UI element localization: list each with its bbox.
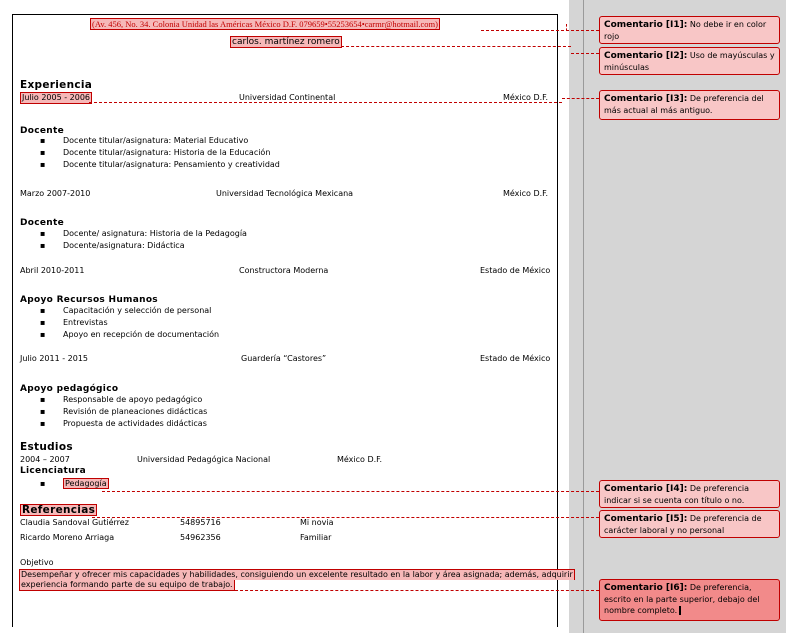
comment-i1[interactable] [599,16,780,44]
list-item: ▪ Docente titular/asignatura: Pensamiento y creatividad [20,159,280,171]
job-1-org: Universidad Continental [239,93,336,102]
list-item: ▪ Responsable de apoyo pedagógico [20,394,207,406]
list-item: ▪ Docente titular/asignatura: Historia de la Educación [20,147,280,159]
comment-i4-label: Comentario [I4]: [604,484,688,494]
list-item: ▪ Apoyo en recepción de documentación [20,329,219,341]
list-item: ▪ Entrevistas [20,317,219,329]
job-2-role: Docente [20,218,65,228]
document-page [12,14,573,627]
job-1-role: Docente [20,126,65,136]
job-1-dates[interactable]: Julio 2005 - 2006 [22,93,91,102]
comment-leader-5 [92,517,599,518]
job-1-task-list [20,135,280,171]
comment-i4[interactable] [599,480,780,508]
studies-list [20,478,109,490]
contact-line[interactable]: (Av. 456, No. 34. Colonia Unidad las Américas México D.F. 079659•55253654•carmr@hotmail.com) [92,19,438,29]
references-heading[interactable]: Referencias [22,504,96,516]
job-4-task-list [20,394,207,430]
degree-highlight[interactable]: Pedagogía [65,479,107,488]
ref-2-name: Ricardo Moreno Arriaga [20,533,115,542]
comment-i3-label: Comentario [I3]: [604,94,688,104]
comment-i6-text: De preferencia, escrito en la parte superior, debajo del nombre completo. [604,583,760,615]
job-2-dates: Marzo 2007-2010 [20,189,91,198]
comment-leader-3 [89,102,562,103]
job-2-location: México D.F. [503,189,549,198]
ref-1-relation: Mi novia [300,518,334,527]
comment-i1-label: Comentario [I1]: [604,20,688,30]
job-3-role: Apoyo Recursos Humanos [20,295,158,305]
objective-line-2[interactable]: experiencia formando parte de su equipo de trabajo. [21,580,233,589]
studies-location: México D.F. [337,455,383,464]
job-4-role: Apoyo pedagógico [20,384,119,394]
ref-1-name: Claudia Sandoval Gutiérrez [20,518,129,527]
job-4-org: Guardería “Castores” [241,354,327,363]
text-cursor [679,606,681,615]
ref-2-relation: Familiar [300,533,332,542]
list-item: ▪ Revisión de planeaciones didácticas [20,406,207,418]
comment-i5[interactable] [599,510,780,538]
comment-i2-text: Uso de mayúsculas y minúsculas [604,51,775,72]
job-3-org: Constructora Moderna [239,266,329,275]
list-item: ▪ Docente titular/asignatura: Material Educativo [20,135,280,147]
comment-i5-label: Comentario [I5]: [604,514,688,524]
comment-i2[interactable] [599,47,780,75]
comment-leader-6 [230,590,599,591]
studies-degree: Licenciatura [20,466,86,476]
job-3-location: Estado de México [480,266,551,275]
objective-heading: Objetivo [20,558,54,567]
job-1-location: México D.F. [503,93,549,102]
job-4-location: Estado de México [480,354,551,363]
studies-dates: 2004 – 2007 [20,455,70,464]
ref-2-phone: 54962356 [180,533,221,542]
comment-i1-text: No debe ir en color rojo [604,20,767,41]
job-3-dates: Abril 2010-2011 [20,266,85,275]
list-item: ▪ Docente/ asignatura: Historia de la Pedagogía [20,228,247,240]
comment-i3[interactable] [599,90,780,120]
objective-line-1[interactable]: Desempeñar y ofrecer mis capacidades y habilidades, consiguiendo un excelente resultado en la labor y área asignada; además, adquirir [21,570,573,579]
comment-i3-text: De preferencia del más actual al más antiguo. [604,94,764,115]
job-4-dates: Julio 2011 - 2015 [20,354,89,363]
ref-1-phone: 54895716 [180,518,221,527]
comment-i5-text: De preferencia de carácter laboral y no personal [604,514,762,535]
studies-heading: Estudios [20,441,73,453]
job-3-task-list [20,305,219,341]
list-item: ▪ Propuesta de actividades didácticas [20,418,207,430]
comment-leader-1 [481,30,599,31]
comment-i6-label: Comentario [I6]: [604,583,688,593]
list-item: ▪ Docente/asignatura: Didáctica [20,240,247,252]
experience-heading: Experiencia [20,79,93,91]
comment-leader-2 [341,46,571,47]
comment-i4-text: De preferencia indicar si se cuenta con título o no. [604,484,749,505]
comment-leader-2b [571,53,599,54]
list-item[interactable] [20,478,109,490]
comment-leader-4 [102,491,599,492]
list-item: ▪ Capacitación y selección de personal [20,305,219,317]
job-2-task-list [20,228,247,252]
comment-leader-3b [562,98,599,99]
job-2-org: Universidad Tecnológica Mexicana [216,189,354,198]
studies-institution: Universidad Pedagógica Nacional [137,455,271,464]
full-name[interactable]: carlos. martínez romero [232,37,340,47]
comment-i6[interactable] [599,579,780,621]
comment-i2-label: Comentario [I2]: [604,51,688,61]
comment-leader-1-v [566,24,567,31]
